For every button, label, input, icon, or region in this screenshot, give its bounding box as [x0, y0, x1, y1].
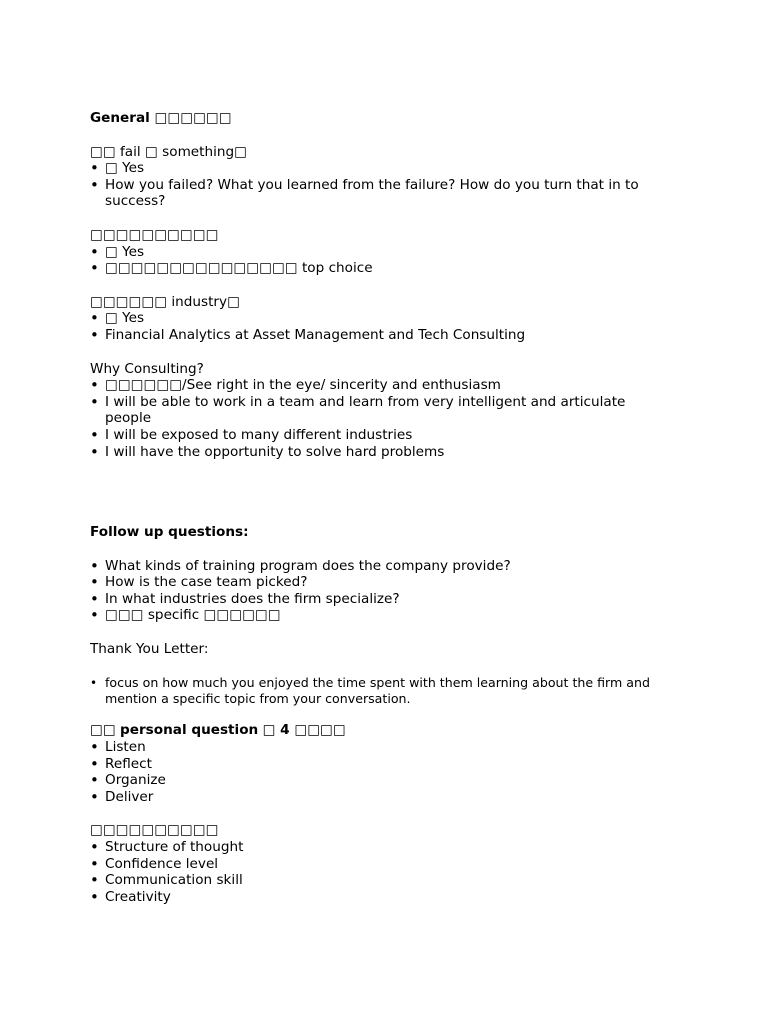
q1-list	[90, 160, 660, 210]
document-content	[90, 110, 660, 905]
evaluation-list	[90, 839, 660, 905]
list-item: • □ Yes	[90, 160, 660, 177]
list-item: • Financial Analytics at Asset Management and Tech Consulting	[90, 327, 660, 344]
list-item: • focus on how much you enjoyed the time spent with them learning about the firm and mention a specific topic from your conversation.	[90, 675, 660, 708]
list-item: • Confidence level	[90, 856, 660, 873]
personal-list	[90, 739, 660, 805]
list-item: • Organize	[90, 772, 660, 789]
personal-heading-prefix: □□	[90, 722, 116, 739]
thank-you-title: Thank You Letter:	[90, 641, 209, 658]
q2-title: □□□□□□□□□□	[90, 226, 219, 243]
general-heading: General □□□□□□	[90, 110, 232, 126]
list-item: • □□□ specific □□□□□□	[90, 607, 660, 624]
list-item: • □□□□□□/See right in the eye/ sincerity and enthusiasm	[90, 377, 660, 394]
list-item: • In what industries does the firm specialize?	[90, 591, 660, 608]
list-item: • How is the case team picked?	[90, 574, 660, 591]
list-item: • Creativity	[90, 889, 660, 906]
list-item: • What kinds of training program does the company provide?	[90, 558, 660, 575]
list-item: • □ Yes	[90, 244, 660, 261]
personal-question-heading	[90, 722, 660, 739]
thank-you-list	[90, 675, 660, 708]
why-consulting-list	[90, 377, 660, 460]
list-item: • Reflect	[90, 756, 660, 773]
personal-heading-main: personal question	[120, 722, 259, 739]
q3-title: □□□□□□ industry□	[90, 293, 240, 310]
list-item: • How you failed? What you learned from the failure? How do you turn that in to success?	[90, 177, 660, 210]
q1-title: □□ fail □ something□	[90, 143, 247, 160]
why-consulting-title: Why Consulting?	[90, 360, 204, 377]
follow-up-list	[90, 558, 660, 624]
list-item: • I will have the opportunity to solve hard problems	[90, 444, 660, 461]
list-item: • □□□□□□□□□□□□□□□ top choice	[90, 260, 660, 277]
list-item: • Deliver	[90, 789, 660, 806]
list-item: • I will be able to work in a team and learn from very intelligent and articulate people	[90, 394, 660, 427]
list-item: • Communication skill	[90, 872, 660, 889]
list-item: • □ Yes	[90, 310, 660, 327]
q2-list	[90, 244, 660, 277]
list-item: • Structure of thought	[90, 839, 660, 856]
personal-heading-suffix: □ 4 □□□□	[262, 722, 346, 739]
list-item: • Listen	[90, 739, 660, 756]
list-item: • I will be exposed to many different industries	[90, 427, 660, 444]
q3-list	[90, 310, 660, 343]
follow-up-heading: Follow up questions:	[90, 524, 249, 541]
evaluation-title: □□□□□□□□□□	[90, 822, 219, 839]
